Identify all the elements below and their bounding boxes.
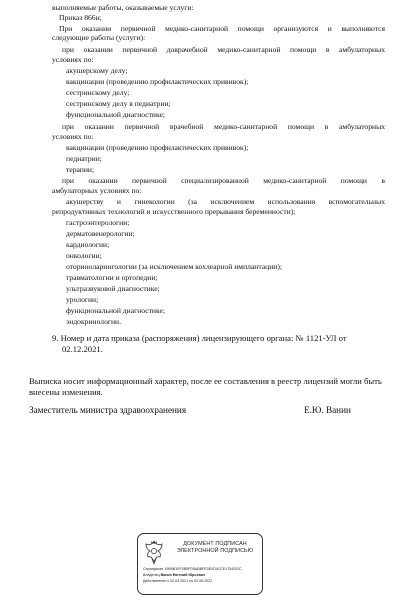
text-line: функциональной диагностике; [66, 306, 165, 315]
text-line: функциональной диагностике; [66, 110, 165, 119]
text-line: При оказании первичной медико-санитарной помощи организуются и выполняются [59, 24, 385, 33]
electronic-signature-stamp [137, 533, 263, 595]
text-line: акушерству и гинекологии (за исключением использования вспомогательных [66, 197, 385, 206]
text-line: кардиологии; [66, 240, 110, 249]
text-line: выполняемые работы, оказываемые услуги: [52, 3, 194, 12]
text-line: педиатрии; [66, 154, 102, 163]
text-line: онкологии; [66, 251, 102, 260]
text-line: дерматовенерологии; [66, 229, 135, 238]
text-line: репродуктивных технологий и искусственного прерывания беременности); [52, 207, 296, 216]
item-9-line: 9. Номер и дата приказа (распоряжения) лицензирующего органа: № 1121-УЛ от [52, 333, 347, 343]
text-line: вакцинации (проведению профилактических прививок); [66, 77, 249, 86]
text-line: при оказании первичной специализированной медико-санитарной помощи в [62, 176, 385, 185]
stamp-owner-row [143, 573, 205, 578]
text-line: акушерскому делу; [66, 66, 128, 75]
stamp-validity-row: Действителен с 02.03.2021 по 02.06.2022 [143, 579, 213, 583]
text-line: эндокринологии. [66, 317, 122, 326]
item-9-line: 02.12.2021. [62, 344, 103, 354]
text-line: Приказ 866н; [59, 13, 102, 22]
stamp-owner-label: Владелец [143, 573, 160, 577]
text-line: следующие работы (услуги): [52, 33, 146, 42]
text-line: гастроэнтерологии; [66, 218, 130, 227]
signatory-position: Заместитель министра здравоохранения [29, 405, 187, 415]
text-line: сестринскому делу в педиатрии; [66, 99, 171, 108]
text-line: при оказании первичной врачебной медико-санитарной помощи в амбулаторных [62, 122, 385, 131]
stamp-owner-value: Ванин Евгений Юрьевич [160, 573, 206, 577]
text-line: травматологии и ортопедии; [66, 273, 158, 282]
coat-of-arms-icon [143, 539, 165, 565]
stamp-certificate-label: Сертификат [143, 567, 164, 571]
text-line: условиях по: [52, 132, 94, 141]
text-line: вакцинации (проведению профилактических прививок); [66, 143, 249, 152]
stamp-title-line: ДОКУМЕНТ ПОДПИСАН [183, 541, 247, 547]
text-line: условиях по: [52, 55, 94, 64]
text-line: сестринскому делу; [66, 88, 130, 97]
stamp-certificate-value: 19B9B1EF0B5FD5ABBFE0E0D4CCE1754202C [164, 567, 242, 571]
stamp-title-line: ЭЛЕКТРОННОЙ ПОДПИСЬЮ [176, 548, 254, 554]
text-line: оториноларингологии (за исключением кохлеарной имплантации); [66, 262, 282, 271]
text-line: ультразвуковой диагностике; [66, 284, 160, 293]
stamp-certificate-row [143, 567, 242, 572]
text-line: при оказании первичной доврачебной медико-санитарной помощи в амбулаторных [62, 45, 385, 54]
text-line: урологии; [66, 295, 99, 304]
notice-line: Выписка носит информационный характер, после ее составления в реестр лицензий могли быть [29, 376, 382, 386]
text-line: амбулаторных условиях по: [52, 186, 142, 195]
notice-line: внесены изменения. [29, 387, 103, 397]
signatory-name: Е.Ю. Ванин [304, 405, 351, 415]
text-line: терапии; [66, 165, 95, 174]
